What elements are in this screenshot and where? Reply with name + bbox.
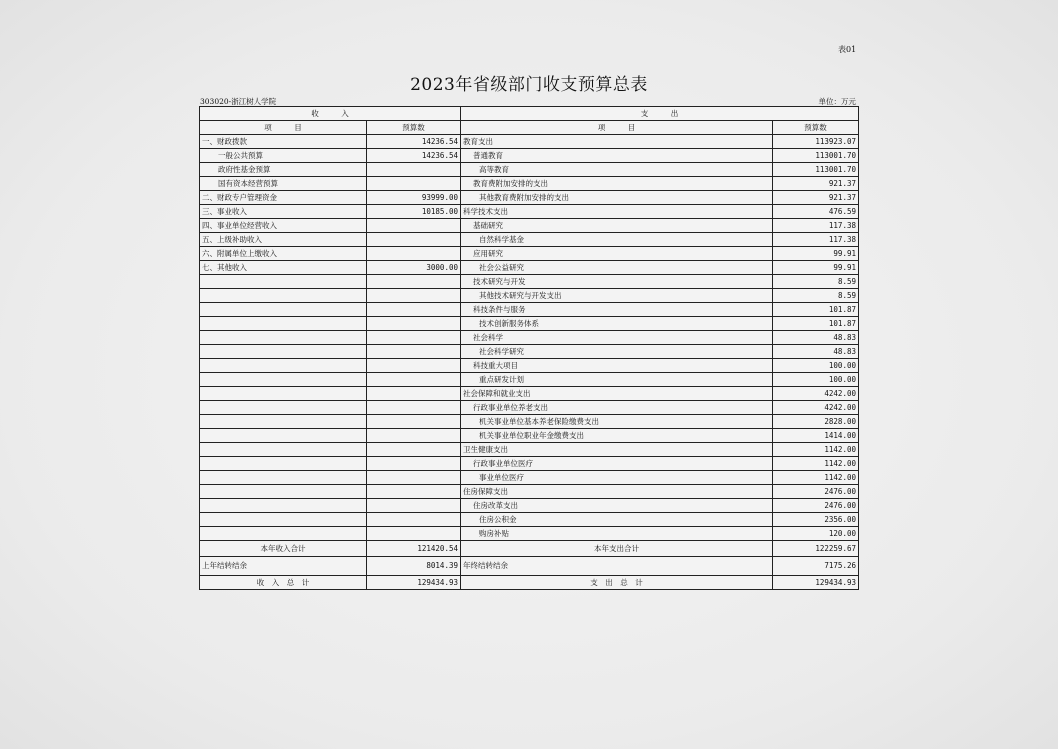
table-row [200,135,859,149]
expense-item-cell: 社会科学研究 [461,345,773,359]
table-row [200,289,859,303]
income-year-total-value: 121420.54 [367,541,461,557]
expense-value-cell: 4242.00 [773,387,859,401]
income-item-cell [200,289,367,303]
table-row [200,317,859,331]
table-row [200,415,859,429]
expense-item-cell: 社会公益研究 [461,261,773,275]
expense-item-header: 项 目 [461,121,773,135]
expense-item-cell: 科学技术支出 [461,205,773,219]
income-value-cell [367,317,461,331]
year-total-row [200,541,859,557]
budget-table [199,106,859,590]
income-value-cell [367,233,461,247]
expense-value-cell: 113923.07 [773,135,859,149]
expense-value-cell: 48.83 [773,345,859,359]
expense-budget-header: 预算数 [773,121,859,135]
income-item-cell: 国有资本经营预算 [200,177,367,191]
expense-value-cell: 921.37 [773,177,859,191]
page-title: 2023年省级部门收支预算总表 [410,75,648,95]
table-row [200,345,859,359]
table-row [200,247,859,261]
income-value-cell [367,359,461,373]
expense-value-cell: 2356.00 [773,513,859,527]
expense-value-cell: 2476.00 [773,499,859,513]
expense-section-header: 支 出 [461,107,859,121]
grand-total-row [200,576,859,590]
income-item-cell [200,373,367,387]
expense-item-cell: 高等教育 [461,163,773,177]
expense-value-cell: 101.87 [773,303,859,317]
expense-value-cell: 476.59 [773,205,859,219]
expense-value-cell: 2476.00 [773,485,859,499]
unit-label: 单位：万元 [818,97,856,106]
income-item-cell: 七、其他收入 [200,261,367,275]
income-item-cell [200,513,367,527]
expense-value-cell: 8.59 [773,289,859,303]
expense-item-cell: 机关事业单位基本养老保险缴费支出 [461,415,773,429]
carry-in-value: 8014.39 [367,557,461,576]
income-item-cell: 二、财政专户管理资金 [200,191,367,205]
income-item-cell [200,471,367,485]
table-row [200,163,859,177]
table-row [200,233,859,247]
expense-value-cell: 921.37 [773,191,859,205]
income-grand-total-value: 129434.93 [367,576,461,590]
expense-value-cell: 113001.70 [773,163,859,177]
income-item-cell [200,429,367,443]
table-row [200,485,859,499]
expense-value-cell: 101.87 [773,317,859,331]
income-value-cell [367,387,461,401]
income-item-header: 项 目 [200,121,367,135]
income-budget-header: 预算数 [367,121,461,135]
expense-item-cell: 教育支出 [461,135,773,149]
expense-grand-total-label: 支 出 总 计 [461,576,773,590]
income-item-cell [200,457,367,471]
income-item-cell [200,415,367,429]
expense-value-cell: 1142.00 [773,471,859,485]
organization-label: 303020-浙江树人学院 [200,97,277,106]
income-item-cell [200,499,367,513]
income-value-cell [367,485,461,499]
expense-item-cell: 住房改革支出 [461,499,773,513]
expense-value-cell: 120.00 [773,527,859,541]
income-value-cell [367,275,461,289]
income-item-cell [200,317,367,331]
table-row [200,205,859,219]
carry-out-value: 7175.26 [773,557,859,576]
expense-value-cell: 100.00 [773,373,859,387]
income-item-cell: 五、上级补助收入 [200,233,367,247]
income-item-cell [200,275,367,289]
expense-item-cell: 行政事业单位医疗 [461,457,773,471]
income-section-header: 收 入 [200,107,461,121]
expense-value-cell: 1142.00 [773,457,859,471]
expense-value-cell: 99.91 [773,247,859,261]
income-item-cell [200,331,367,345]
expense-item-cell: 科技条件与服务 [461,303,773,317]
carry-out-label: 年终结转结余 [461,557,773,576]
income-value-cell [367,247,461,261]
expense-value-cell: 117.38 [773,233,859,247]
expense-year-total-value: 122259.67 [773,541,859,557]
table-row [200,527,859,541]
table-row [200,303,859,317]
header-row-sections [200,107,859,121]
expense-value-cell: 8.59 [773,275,859,289]
header-row-columns [200,121,859,135]
table-row [200,457,859,471]
expense-item-cell: 住房公积金 [461,513,773,527]
income-value-cell [367,443,461,457]
expense-item-cell: 普通教育 [461,149,773,163]
income-value-cell [367,219,461,233]
income-item-cell: 六、附属单位上缴收入 [200,247,367,261]
income-value-cell: 14236.54 [367,149,461,163]
table-row [200,513,859,527]
expense-item-cell: 机关事业单位职业年金缴费支出 [461,429,773,443]
table-row [200,261,859,275]
income-grand-total-label: 收 入 总 计 [200,576,367,590]
table-row [200,499,859,513]
expense-value-cell: 117.38 [773,219,859,233]
income-value-cell: 14236.54 [367,135,461,149]
expense-item-cell: 行政事业单位养老支出 [461,401,773,415]
expense-value-cell: 113001.70 [773,149,859,163]
table-row [200,387,859,401]
income-value-cell: 3000.00 [367,261,461,275]
income-item-cell [200,387,367,401]
table-row [200,359,859,373]
table-row [200,177,859,191]
table-id: 表01 [838,45,857,54]
expense-item-cell: 技术研究与开发 [461,275,773,289]
table-row [200,429,859,443]
income-item-cell [200,345,367,359]
income-item-cell [200,359,367,373]
expense-value-cell: 99.91 [773,261,859,275]
carry-in-label: 上年结转结余 [200,557,367,576]
income-value-cell [367,331,461,345]
table-row [200,331,859,345]
income-item-cell [200,303,367,317]
expense-item-cell: 科技重大项目 [461,359,773,373]
income-value-cell [367,527,461,541]
table-row [200,275,859,289]
expense-item-cell: 基础研究 [461,219,773,233]
expense-value-cell: 4242.00 [773,401,859,415]
expense-year-total-label: 本年支出合计 [461,541,773,557]
income-value-cell [367,429,461,443]
income-value-cell [367,415,461,429]
table-row [200,191,859,205]
income-value-cell [367,401,461,415]
income-item-cell [200,401,367,415]
income-value-cell [367,471,461,485]
expense-value-cell: 48.83 [773,331,859,345]
income-item-cell: 一、财政拨款 [200,135,367,149]
income-item-cell [200,527,367,541]
carryover-row [200,557,859,576]
table-row [200,401,859,415]
table-row [200,373,859,387]
income-value-cell [367,289,461,303]
expense-item-cell: 重点研发计划 [461,373,773,387]
income-item-cell: 三、事业收入 [200,205,367,219]
expense-item-cell: 教育费附加安排的支出 [461,177,773,191]
income-value-cell [367,373,461,387]
income-year-total-label: 本年收入合计 [200,541,367,557]
income-value-cell [367,513,461,527]
table-row [200,149,859,163]
expense-item-cell: 事业单位医疗 [461,471,773,485]
expense-item-cell: 其他技术研究与开发支出 [461,289,773,303]
expense-item-cell: 社会保障和就业支出 [461,387,773,401]
income-item-cell: 一般公共预算 [200,149,367,163]
expense-item-cell: 自然科学基金 [461,233,773,247]
income-value-cell [367,163,461,177]
income-value-cell [367,345,461,359]
income-value-cell [367,303,461,317]
expense-item-cell: 卫生健康支出 [461,443,773,457]
expense-grand-total-value: 129434.93 [773,576,859,590]
expense-value-cell: 2828.00 [773,415,859,429]
income-value-cell [367,457,461,471]
income-value-cell [367,177,461,191]
expense-item-cell: 其他教育费附加安排的支出 [461,191,773,205]
expense-value-cell: 1142.00 [773,443,859,457]
income-item-cell: 四、事业单位经营收入 [200,219,367,233]
table-row [200,219,859,233]
income-value-cell: 10185.00 [367,205,461,219]
expense-item-cell: 社会科学 [461,331,773,345]
income-value-cell [367,499,461,513]
expense-value-cell: 100.00 [773,359,859,373]
table-row [200,471,859,485]
expense-value-cell: 1414.00 [773,429,859,443]
income-value-cell: 93999.00 [367,191,461,205]
table-row [200,443,859,457]
expense-item-cell: 应用研究 [461,247,773,261]
income-item-cell [200,485,367,499]
expense-item-cell: 技术创新服务体系 [461,317,773,331]
income-item-cell [200,443,367,457]
income-item-cell: 政府性基金预算 [200,163,367,177]
expense-item-cell: 购房补贴 [461,527,773,541]
expense-item-cell: 住房保障支出 [461,485,773,499]
